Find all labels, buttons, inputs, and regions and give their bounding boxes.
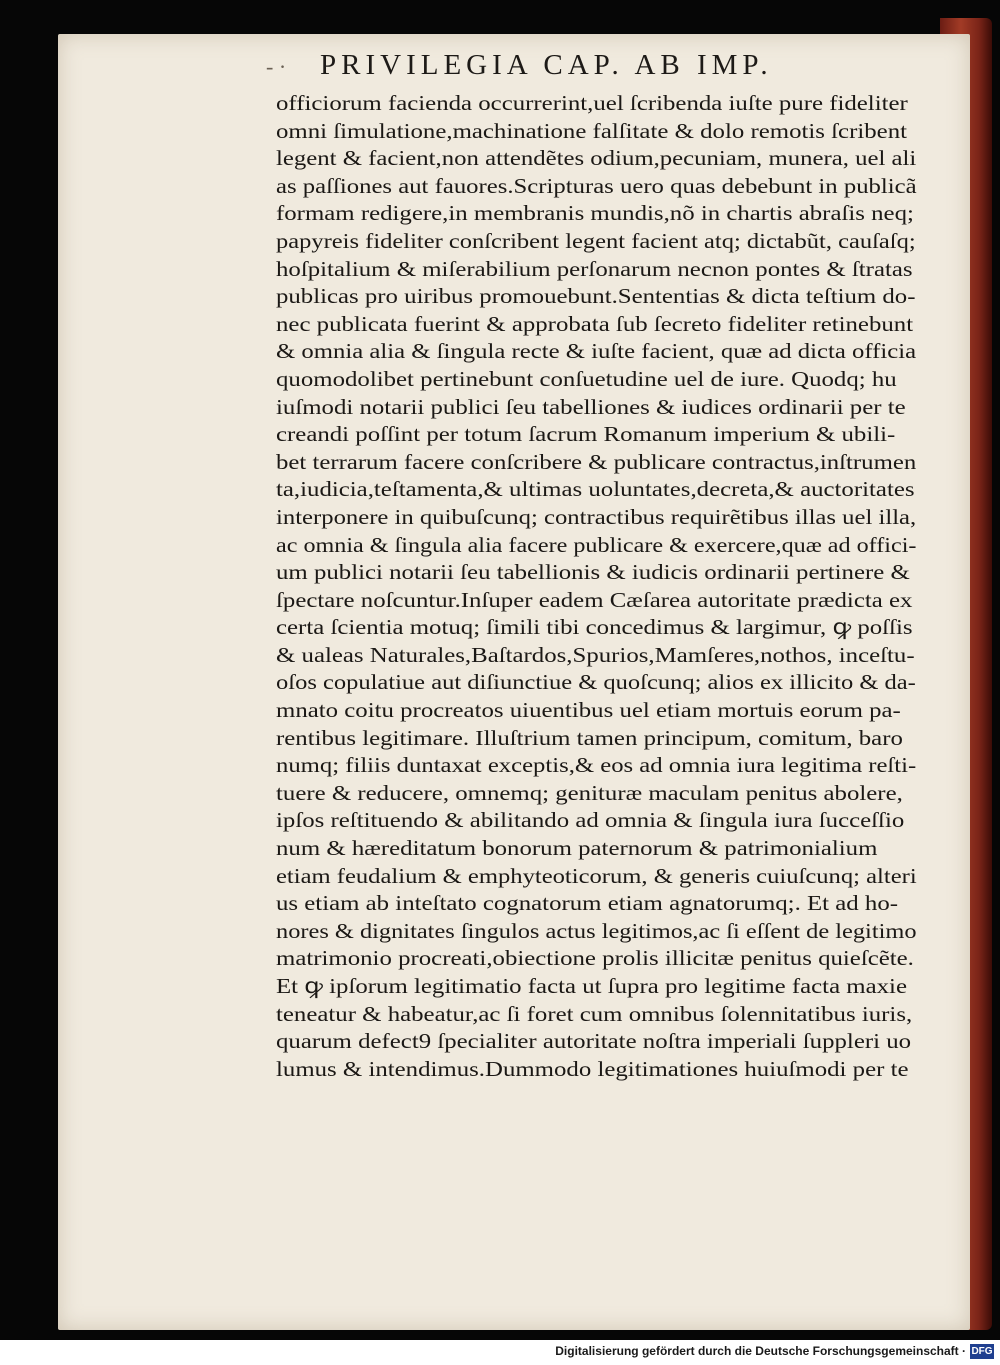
text-line: omni ſimulatione,machinatione falſitate & dolo remotis ſcribent (276, 118, 908, 143)
text-line: publicas pro uiribus promouebunt.Sententias & dicta teſtium do- (276, 284, 916, 309)
funding-notice: Digitalisierung gefördert durch die Deutsche Forschungsgemeinschaft · (555, 1344, 966, 1358)
text-line: ipſos reſtituendo & abilitando ad omnia & ſingula iura ſucceſſio (276, 808, 905, 833)
text-line: Et ꝙ ipſorum legitimatio facta ut ſupra pro legitime facta maxie (276, 974, 907, 998)
text-line: oſos copulatiue aut diſiunctiue & quoſcunq; alios ex illicito & da- (276, 670, 916, 695)
text-line: rentibus legitimare. Illuſtrium tamen principum, comitum, baro (276, 725, 903, 750)
text-line: matrimonio procreati,obiectione prolis illicitæ penitus quieſcẽte. (276, 946, 914, 971)
text-line: lumus & intendimus.Dummodo legitimationes huiuſmodi per te (276, 1056, 909, 1081)
text-line: ac omnia & ſingula alia facere publicare & exercere,quæ ad offici- (276, 532, 917, 557)
text-line: nores & dignitates ſingulos actus legitimos,ac ſi eſſent de legitimo (276, 918, 917, 943)
text-line: ſpectare noſcuntur.Inſuper eadem Cæſarea autoritate prædicta ex (276, 587, 913, 612)
dfg-logo: DFG (971, 1346, 993, 1357)
text-line: papyreis fideliter conſcribent legent facient atq; dictabũt, cauſaſq; (276, 228, 916, 253)
text-line: um publici notarii ſeu tabellionis & iudicis ordinarii pertinere & (276, 560, 910, 585)
text-line: hoſpitalium & miſerabilium perſonarum necnon pontes & ſtratas (276, 256, 913, 281)
text-line: certa ſcientia motuq; ſimili tibi concedimus & largimur, ꝙ poſſis (276, 615, 913, 640)
text-line: numq; filiis duntaxat exceptis,& eos ad omnia iura legitima reſti- (276, 753, 917, 778)
text-line: bet terrarum facere conſcribere & publicare contractus,inſtrumen (276, 449, 917, 474)
text-line: officiorum facienda occurrerint,uel ſcribenda iuſte pure fideliter (276, 91, 908, 115)
text-line: & ualeas Naturales,Baſtardos,Spurios,Mamſeres,nothos, inceſtu- (276, 642, 915, 667)
text-line: & omnia alia & ſingula recte & iuſte facient, quæ ad dicta officia (276, 339, 917, 364)
text-line: quarum defect9 ſpecialiter autoritate noſtra imperiali ſuppleri uo (276, 1029, 912, 1054)
text-line: interponere in quibuſcunq; contractibus requirẽtibus illas uel illa, (276, 504, 917, 529)
text-line: legent & facient,non attendẽtes odium,pecuniam, munera, uel ali (276, 146, 917, 171)
text-line: etiam feudalium & emphyteoticorum, & generis cuiuſcunq; alteri (276, 863, 917, 888)
text-line: quomodolibet pertinebunt conſuetudine uel de iure. Quodq; hu (276, 366, 897, 391)
text-line: us etiam ab inteſtato cognatorum etiam agnatorumq;. Et ad ho- (276, 891, 899, 916)
text-line: nec publicata fuerint & approbata ſub ſecreto fideliter retinebunt (276, 311, 914, 336)
text-line: mnato coitu procreatos uiuentibus uel etiam mortuis eorum pa- (276, 698, 901, 723)
head-mark: - · (266, 54, 287, 79)
text-line: creandi poſſint per totum ſacrum Romanum imperium & ubili- (276, 422, 896, 447)
text-line: iuſmodi notarii publici ſeu tabelliones & iudices ordinarii per te (276, 394, 906, 419)
text-line: as paſſiones aut fauores.Scripturas uero quas debebunt in publicã (276, 173, 917, 198)
text-line: tuere & reducere, omnemq; genituræ maculam penitus abolere, (276, 780, 903, 805)
running-head: PRIVILEGIA CAP. AB IMP. (320, 49, 773, 81)
text-line: teneatur & habeatur,ac ſi foret cum omnibus ſolennitatibus iuris, (276, 1001, 913, 1026)
text-line: num & hæreditatum bonorum paternorum & patrimonialium (276, 836, 878, 861)
text-line: ta,iudicia,teſtamenta,& ultimas uoluntates,decreta,& auctoritates (276, 477, 915, 502)
text-line: formam redigere,in membranis mundis,nõ in chartis abraſis neq; (276, 201, 914, 226)
body-text (276, 90, 936, 1083)
